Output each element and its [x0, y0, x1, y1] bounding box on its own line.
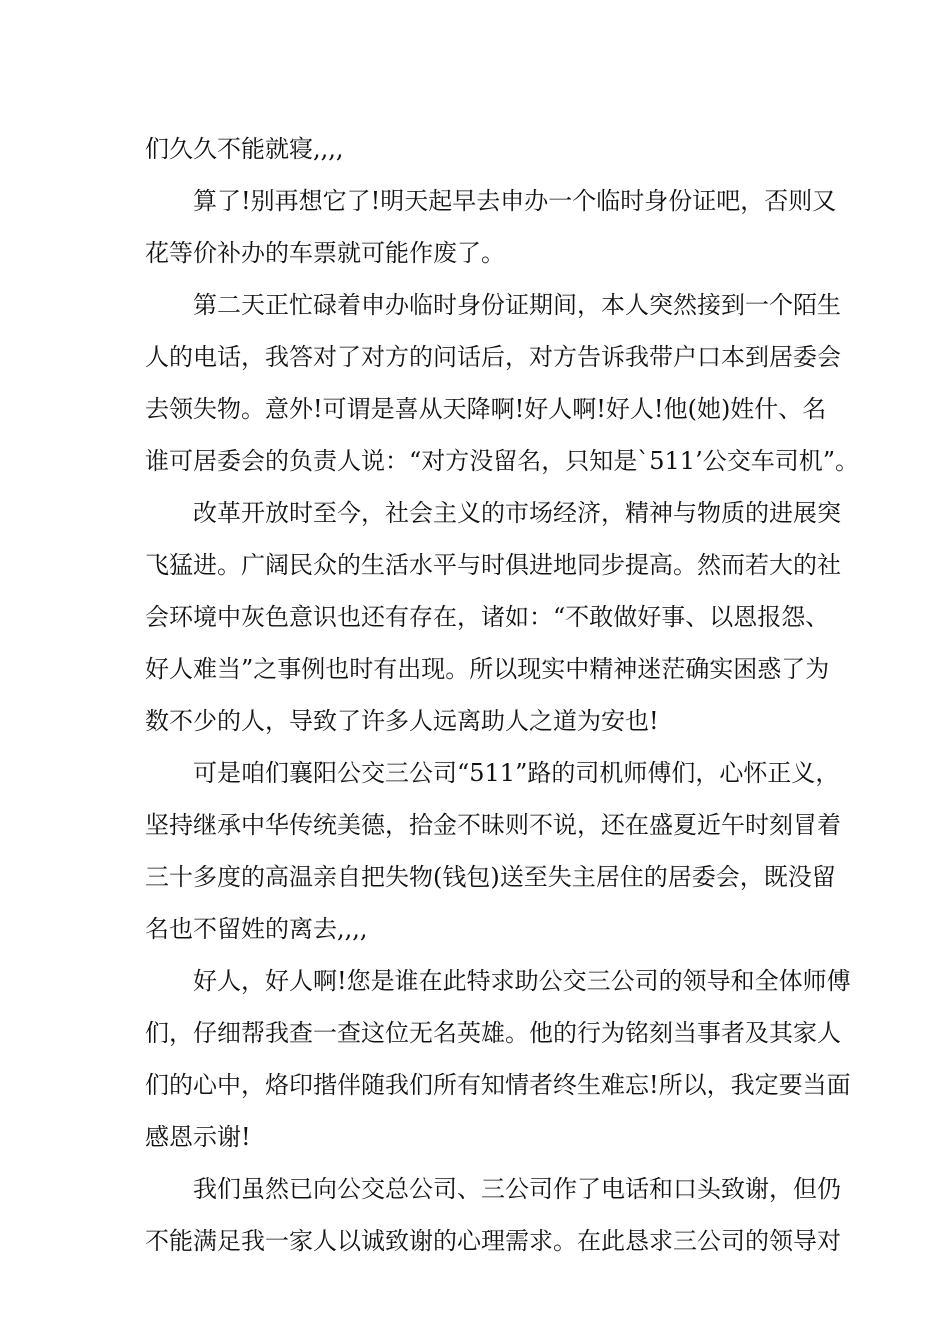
document-body	[145, 123, 859, 1267]
text-line: 坚持继承中华传统美德，拾金不昧则不说，还在盛夏近午时刻冒着	[145, 811, 841, 839]
text-line: 们，仔细帮我查一查这位无名英雄。他的行为铭刻当事者及其家人	[145, 1019, 841, 1047]
text-line: 算了!别再想它了!明天起早去申办一个临时身份证吧，否则又	[193, 187, 837, 215]
text-line: 数不少的人，导致了许多人远离助人之道为安也!	[145, 707, 659, 735]
text-line: 会环境中灰色意识也还有存在，诸如：“不敢做好事、以恩报怨、	[145, 603, 830, 631]
text-line: 去领失物。意外!可谓是喜从天降啊!好人啊!好人!他(她)姓什、名	[145, 395, 827, 423]
text-line: 感恩示谢!	[145, 1123, 251, 1151]
text-line: 我们虽然已向公交总公司、三公司作了电话和口头致谢，但仍	[193, 1175, 841, 1203]
text-line: 名也不留姓的离去,,,,	[145, 915, 368, 943]
text-line: 们的心中，烙印揩伴随我们所有知情者终生难忘!所以，我定要当面	[145, 1071, 851, 1099]
text-line: 不能满足我一家人以诚致谢的心理需求。在此恳求三公司的领导对	[145, 1227, 841, 1255]
text-line: 们久久不能就寝,,,,	[145, 135, 344, 163]
text-line: 第二天正忙碌着申办临时身份证期间，本人突然接到一个陌生	[193, 291, 841, 319]
text-line: 可是咱们襄阳公交三公司“511”路的司机师傅们，心怀正义，	[193, 759, 840, 787]
text-line: 改革开放时至今，社会主义的市场经济，精神与物质的进展突	[193, 499, 841, 527]
text-line: 人的电话，我答对了对方的问话后，对方告诉我带户口本到居委会	[145, 343, 841, 371]
text-line: 三十多度的高温亲自把失物(钱包)送至失主居住的居委会，既没留	[145, 863, 836, 891]
text-line: 好人难当”之事例也时有出现。所以现实中精神迷茫确实困惑了为	[145, 655, 830, 683]
text-line: 谁可居委会的负责人说：“对方没留名，只知是`511’公交车司机”。	[145, 447, 859, 475]
text-line: 飞猛进。广阔民众的生活水平与时俱进地同步提高。然而若大的社	[145, 551, 841, 579]
text-line: 好人，好人啊!您是谁在此特求助公交三公司的领导和全体师傅	[193, 967, 851, 995]
text-line: 花等价补办的车票就可能作废了。	[145, 239, 505, 267]
